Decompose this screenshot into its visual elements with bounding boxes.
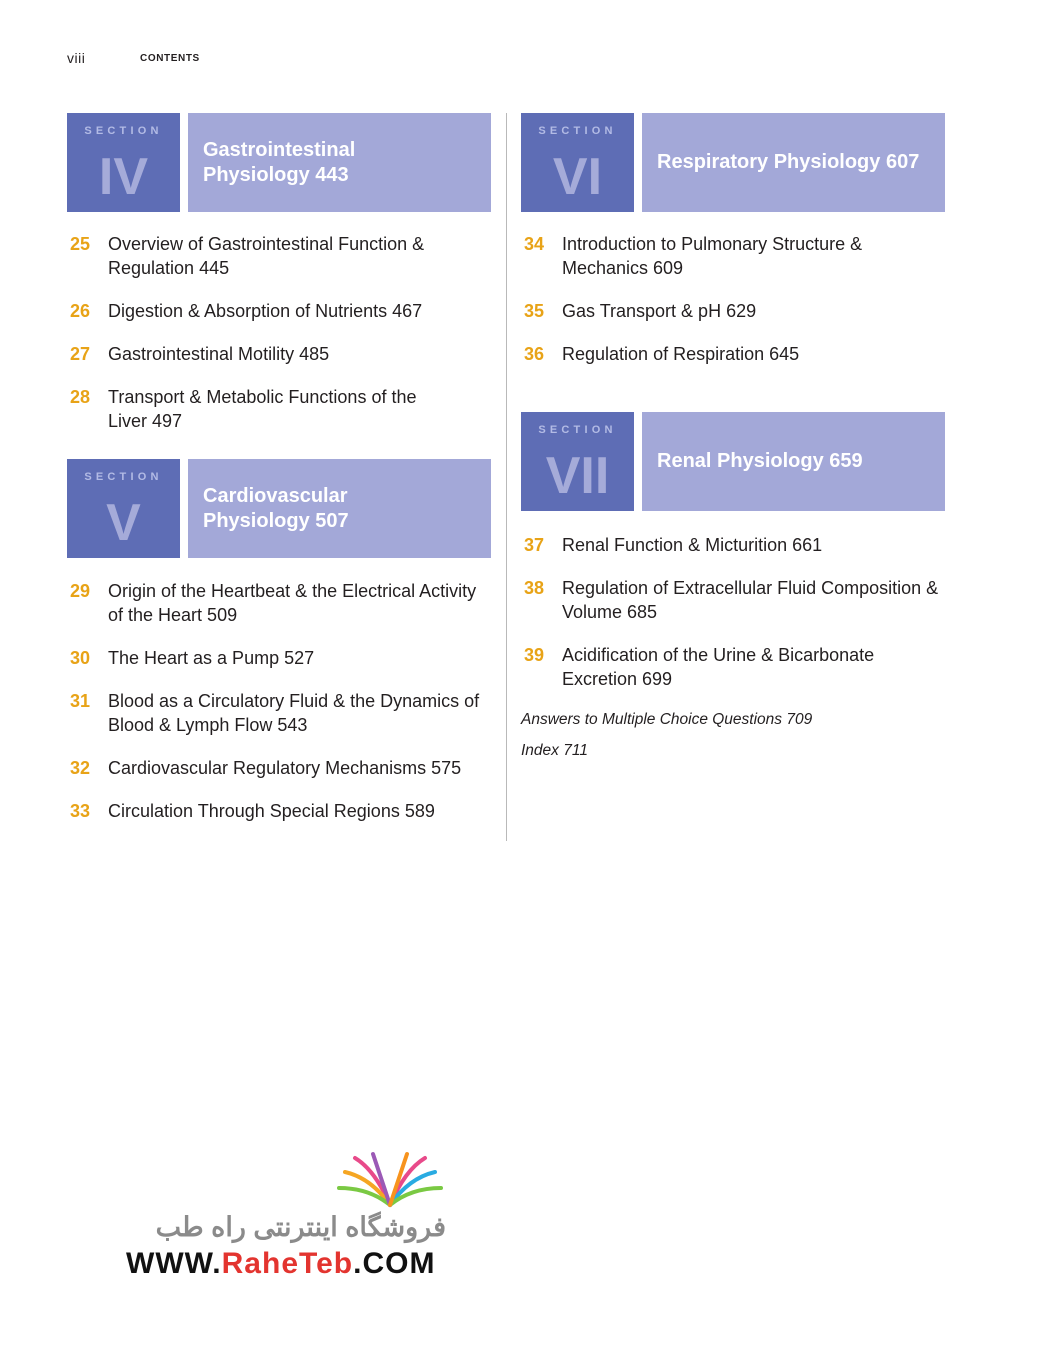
- chapter-number: 31: [70, 691, 91, 711]
- chapter-number: 34: [524, 234, 545, 254]
- watermark-url-suffix: .COM: [353, 1247, 436, 1280]
- chapter-number: 33: [70, 801, 91, 821]
- chapter-number: 27: [70, 344, 91, 364]
- index-entry[interactable]: Index 711: [521, 742, 588, 759]
- section-vii-header: [521, 412, 945, 511]
- section-iv-header: [67, 113, 491, 212]
- chapter-number: 35: [524, 301, 545, 321]
- running-title: CONTENTS: [140, 53, 200, 64]
- chapter-entry[interactable]: [67, 799, 491, 823]
- chapter-number: 25: [70, 234, 91, 254]
- chapter-title: Overview of Gastrointestinal Function & Regulation 445: [108, 234, 425, 278]
- chapter-title: Introduction to Pulmonary Structure & Mechanics 609: [562, 234, 863, 278]
- chapter-entry[interactable]: [67, 689, 491, 737]
- chapter-number: 29: [70, 581, 91, 601]
- chapter-entry[interactable]: [521, 342, 945, 366]
- chapter-entry[interactable]: [67, 385, 438, 433]
- section-title-line-2: Physiology 507: [203, 509, 349, 532]
- chapter-entry[interactable]: [521, 576, 945, 624]
- chapter-number: 28: [70, 387, 91, 407]
- section-label: SECTION: [84, 125, 163, 137]
- section-numeral: VI: [552, 148, 603, 206]
- chapter-entry[interactable]: [521, 643, 945, 691]
- section-v-number-box: [67, 459, 180, 558]
- chapter-title: Origin of the Heartbeat & the Electrical Activity of the Heart 509: [108, 581, 477, 625]
- section-title: Renal Physiology 659: [657, 450, 863, 472]
- section-vi-chapter-list: [521, 232, 945, 366]
- watermark-url: [126, 1247, 435, 1281]
- section-title-line-2: Physiology 443: [203, 163, 349, 186]
- watermark-url-brand: RaheTeb: [221, 1247, 354, 1280]
- chapter-title: Gas Transport & pH 629: [562, 301, 757, 321]
- section-title: [188, 138, 365, 188]
- chapter-entry[interactable]: [521, 299, 945, 323]
- section-title: [188, 484, 359, 534]
- open-book-logo-icon: [335, 1150, 445, 1210]
- chapter-entry[interactable]: [67, 646, 491, 670]
- section-vi-title-box: [642, 113, 945, 212]
- section-label: SECTION: [84, 471, 163, 483]
- section-title-line-1: Cardiovascular: [203, 484, 348, 507]
- section-iv-chapter-list: [67, 232, 491, 433]
- section-vii-chapter-list: [521, 533, 945, 691]
- chapter-title: Gastrointestinal Motility 485: [108, 344, 330, 364]
- section-vi-header: [521, 113, 945, 212]
- watermark: [120, 1150, 450, 1280]
- watermark-persian-text: فروشگاه اینترنتی راه طب: [155, 1212, 446, 1242]
- right-column: [521, 113, 945, 761]
- chapter-number: 26: [70, 301, 91, 321]
- chapter-entry[interactable]: [67, 756, 491, 780]
- chapter-entry[interactable]: [67, 299, 491, 323]
- chapter-title: Digestion & Absorption of Nutrients 467: [108, 301, 423, 321]
- chapter-entry[interactable]: [67, 579, 491, 627]
- section-v-header: [67, 459, 491, 558]
- left-column: [67, 113, 491, 842]
- chapter-title: The Heart as a Pump 527: [108, 648, 315, 668]
- column-divider: [506, 113, 507, 841]
- section-vi-number-box: [521, 113, 634, 212]
- section-iv-number-box: [67, 113, 180, 212]
- chapter-title: Acidification of the Urine & Bicarbonate Excretion 699: [562, 645, 875, 689]
- section-vii-number-box: [521, 412, 634, 511]
- chapter-title: Circulation Through Special Regions 589: [108, 801, 435, 821]
- section-label: SECTION: [538, 424, 617, 436]
- chapter-title: Renal Function & Micturition 661: [562, 535, 823, 555]
- section-title: Respiratory Physiology 607: [657, 151, 920, 173]
- section-vii-title-box: [642, 412, 945, 511]
- chapter-number: 36: [524, 344, 545, 364]
- watermark-url-prefix: WWW.: [126, 1247, 222, 1280]
- chapter-title: Blood as a Circulatory Fluid & the Dynamics of Blood & Lymph Flow 543: [108, 691, 480, 735]
- section-numeral: VII: [545, 447, 610, 505]
- answers-entry[interactable]: Answers to Multiple Choice Questions 709: [521, 711, 813, 728]
- section-numeral: IV: [98, 148, 149, 206]
- chapter-number: 38: [524, 578, 545, 598]
- chapter-title: Regulation of Extracellular Fluid Composition & Volume 685: [562, 578, 939, 622]
- chapter-number: 37: [524, 535, 545, 555]
- chapter-title: Regulation of Respiration 645: [562, 344, 800, 364]
- chapter-number: 30: [70, 648, 91, 668]
- section-v-title-box: [188, 459, 491, 558]
- section-title-line-1: Gastrointestinal: [203, 138, 356, 161]
- page-number: viii: [67, 50, 86, 66]
- section-label: SECTION: [538, 125, 617, 137]
- section-v-chapter-list: [67, 579, 491, 823]
- chapter-number: 39: [524, 645, 545, 665]
- chapter-number: 32: [70, 758, 91, 778]
- chapter-entry[interactable]: [67, 232, 491, 280]
- section-numeral: V: [106, 494, 141, 552]
- chapter-entry[interactable]: [521, 232, 945, 280]
- section-iv-title-box: [188, 113, 491, 212]
- chapter-title: Transport & Metabolic Functions of the Liver 497: [108, 387, 417, 431]
- chapter-entry[interactable]: [67, 342, 491, 366]
- chapter-entry[interactable]: [521, 533, 945, 557]
- chapter-title: Cardiovascular Regulatory Mechanisms 575: [108, 758, 462, 778]
